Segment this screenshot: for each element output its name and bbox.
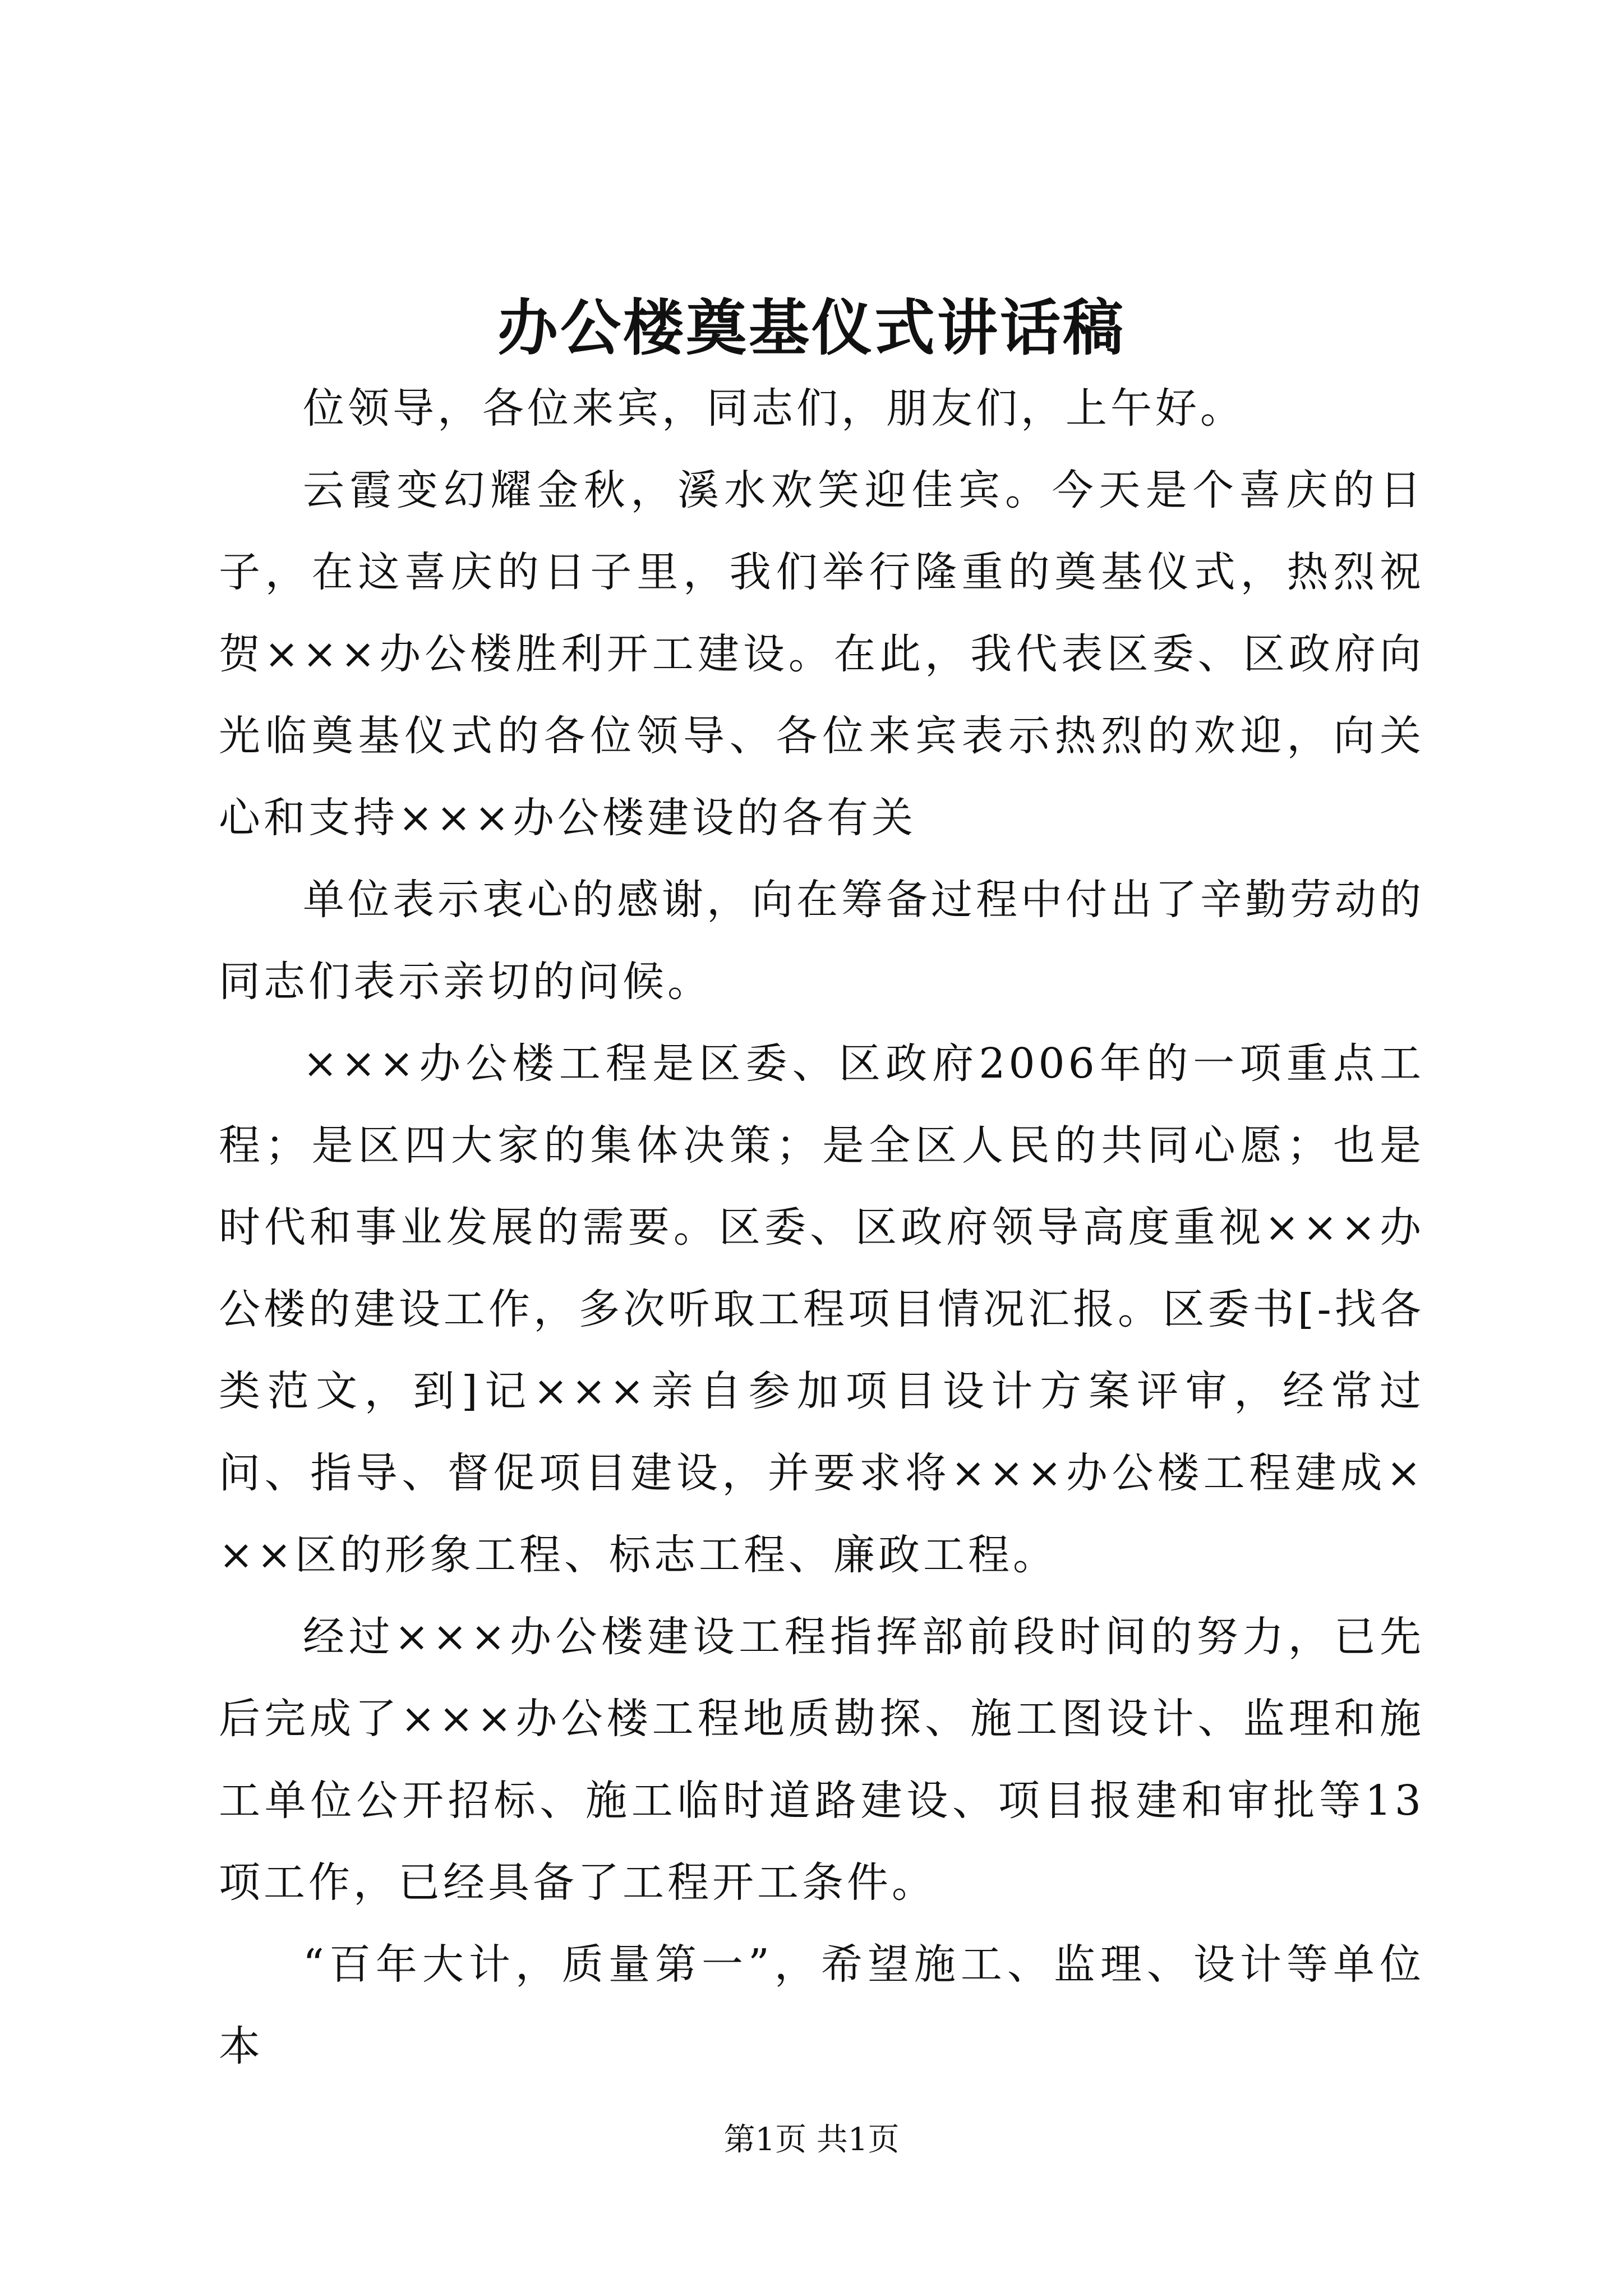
paragraph-progress: 经过×××办公楼建设工程指挥部前段时间的努力，已先后完成了×××办公楼工程地质勘探、施工图设计、监理和施工单位公开招标、施工临时道路建设、项目报建和审批等13项工作，已经具备了工程开工条件。 [219,1613,1424,1907]
paragraph-quality: “百年大计，质量第一”，希望施工、监理、设计等单位本 [219,1940,1424,2070]
paragraph-welcome: 云霞变幻耀金秋，溪水欢笑迎佳宾。今天是个喜庆的日子，在这喜庆的日子里，我们举行隆重的奠基仪式，热烈祝贺×××办公楼胜利开工建设。在此，我代表区委、区政府向光临奠基仪式的各位领导、各位来宾表示热烈的欢迎，向关心和支持×××办公楼建设的各有关 [219,466,1424,842]
paragraph-greeting: 位领导，各位来宾，同志们，朋友们，上午好。 [303,384,1245,432]
document-body [219,367,1424,2087]
document-title: 办公楼奠基仪式讲话稿 [497,293,1126,364]
paragraph-thanks: 单位表示衷心的感谢，向在筹备过程中付出了辛勤劳动的同志们表示亲切的问候。 [219,876,1424,1006]
paragraph-project-importance: ×××办公楼工程是区委、区政府2006年的一项重点工程；是区四大家的集体决策；是全区人民的共同心愿；也是时代和事业发展的需要。区委、区政府领导高度重视×××办公楼的建设工作，多次听取工程项目情况汇报。区委书[-找各类范文，到]记×××亲自参加项目设计方案评审，经常过问、指导、督促项目建设，并要求将×××办公楼工程建成×××区的形象工程、标志工程、廉政工程。 [219,1039,1424,1579]
page-footer: 第1页 共1页 [723,2122,900,2158]
